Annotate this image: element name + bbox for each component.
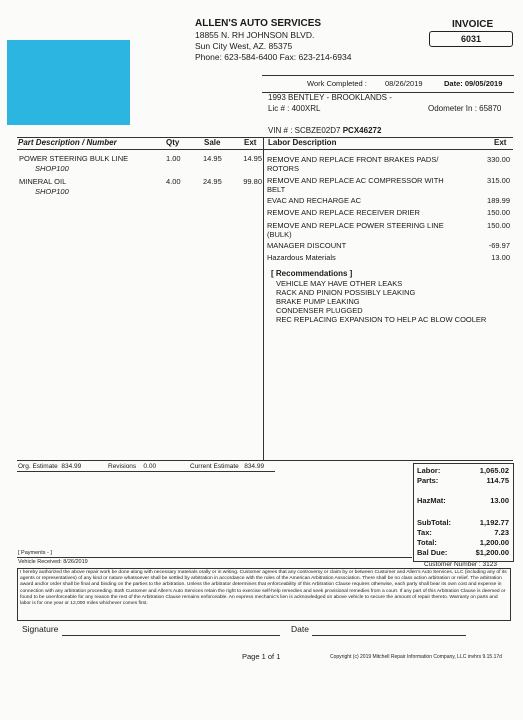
labor-row-5-desc: REMOVE AND REPLACE POWER STEERING LINE (BULK) xyxy=(267,221,444,239)
authorization-text: I hereby authorized the above repair work be done along with necessary materials orally or in writing. Customer agrees that any controversy or claim by or between Customer and Allen's Auto Services, LLC (including any of its agents or representatives) of any kind or nature whatsoever shall be settled by arbitration in accordance with the rules of the American Arbitration Association. There shall be no class action arbitration or relief. The arbitration award and/or order shall be final and binding on the parties to the arbitration. Unless the arbitrator determines that enforceability of this Arbitration Clause requires otherwise, each party shall bear its own cost and expense in connection with any arbitration proceeding. Both Customer and Allen's Auto Services retain the right to exercise self-help remedies and seek provisional remedies from a court. If any part of this Arbitration Clause is deemed or found to be unenforceable for any reason the rest of the Arbitration Clause remains enforceable. An express mechanic's lien is acknowledged on above vehicle to secure the amount of repair thereto. Warranty on parts and labor is for one year or 12,000 miles whichever comes first. xyxy=(17,568,511,621)
table-header-rule xyxy=(17,149,513,150)
parts-sale-header: Sale xyxy=(204,138,221,147)
current-estimate xyxy=(190,463,264,470)
vehicle-model: 1993 BENTLEY - BROOKLANDS - xyxy=(268,93,392,102)
invoice-number: 6031 xyxy=(429,31,513,47)
labor-row-3-desc: EVAC AND RECHARGE AC xyxy=(267,196,362,205)
part-row-1-ext: 14.95 xyxy=(243,154,262,163)
hazmat-label: HazMat: xyxy=(417,496,446,505)
part-row-2-qty: 4.00 xyxy=(166,177,181,186)
parts-desc-header: Part Description / Number xyxy=(18,138,117,147)
total-label: Total: xyxy=(417,538,437,547)
vin-prefix: VIN # : SCBZE02D7 xyxy=(268,126,341,135)
recommendation-item: CONDENSER PLUGGED xyxy=(276,306,363,315)
signature-label: Signature xyxy=(22,624,59,634)
vehicle-received: Vehicle Received: 8/26/2019 xyxy=(18,559,88,565)
labor-row-4-amount: 150.00 xyxy=(487,208,510,217)
part-row-1-sale: 14.95 xyxy=(203,154,222,163)
labor-row-4-desc: REMOVE AND REPLACE RECEIVER DRIER xyxy=(267,208,420,217)
payments-rule xyxy=(17,557,412,558)
current-estimate-value: 834.99 xyxy=(244,463,265,470)
org-estimate-label: Org. Estimate xyxy=(18,463,58,470)
date-label: Date xyxy=(291,624,309,634)
labor-row-2-desc: REMOVE AND REPLACE AC COMPRESSOR WITH BELT xyxy=(267,176,444,194)
tax-label: Tax: xyxy=(417,528,432,537)
org-estimate xyxy=(18,463,81,470)
shop-name: ALLEN'S AUTO SERVICES xyxy=(195,18,322,29)
part-row-2-ext: 99.80 xyxy=(243,177,262,186)
total-value: 1,200.00 xyxy=(479,538,509,547)
recommendation-item: VEHICLE MAY HAVE OTHER LEAKS xyxy=(276,279,403,288)
parts-qty-header: Qty xyxy=(166,138,180,147)
payments-label: [ Payments - ] xyxy=(18,550,52,556)
part-row-2-name: MINERAL OIL xyxy=(19,177,67,186)
signature-line[interactable] xyxy=(62,635,280,636)
parts-total-value: 114.75 xyxy=(486,476,509,485)
table-bottom-rule xyxy=(17,460,513,461)
vin xyxy=(268,126,381,135)
balance-due-label: Bal Due: xyxy=(417,548,448,557)
invoice-date: Date: 09/05/2019 xyxy=(444,79,503,88)
table-divider xyxy=(263,137,264,460)
revisions-value: 0.00 xyxy=(143,463,157,470)
date-line[interactable] xyxy=(312,635,466,636)
hazmat-value: 13.00 xyxy=(490,496,509,505)
org-estimate-value: 834.99 xyxy=(61,463,82,470)
shop-phone: Phone: 623-584-6400 Fax: 623-214-6934 xyxy=(195,52,352,62)
recommendation-item: RACK AND PINION POSSIBLY LEAKING xyxy=(276,288,416,297)
part-row-2-number: SHOP100 xyxy=(35,187,69,196)
labor-row-7-amount: 13.00 xyxy=(491,253,510,262)
shop-address-line2: Sun City West, AZ. 85375 xyxy=(195,41,293,51)
labor-row-6-desc: MANAGER DISCOUNT xyxy=(267,241,347,250)
labor-row-1-amount: 330.00 xyxy=(487,155,510,164)
labor-row-7-desc: Hazardous Materials xyxy=(267,253,336,262)
parts-ext-header: Ext xyxy=(244,138,257,147)
labor-row-6-amount: -69.97 xyxy=(488,241,510,250)
recommendation-item: BRAKE PUMP LEAKING xyxy=(276,297,360,306)
recommendation-item: REC REPLACING EXPANSION TO HELP AC BLOW COOLER xyxy=(276,315,487,324)
part-row-1-qty: 1.00 xyxy=(166,154,181,163)
labor-ext-header: Ext xyxy=(494,138,507,147)
tax-value: 7.23 xyxy=(494,528,509,537)
labor-row-5-amount: 150.00 xyxy=(487,221,510,230)
work-completed-date: 08/26/2019 xyxy=(385,79,423,88)
odometer: Odometer In : 65870 xyxy=(428,104,502,113)
recommendations-title: [ Recommendations ] xyxy=(271,269,353,278)
vin-suffix: PCX46272 xyxy=(342,126,382,135)
invoice-label: INVOICE xyxy=(452,19,494,30)
labor-desc-header: Labor Description xyxy=(268,138,337,147)
part-row-1-number: SHOP100 xyxy=(35,164,69,173)
part-row-2-sale: 24.95 xyxy=(203,177,222,186)
bleed-through-text xyxy=(10,6,130,40)
labor-total-label: Labor: xyxy=(417,466,441,475)
labor-row-3-amount: 189.99 xyxy=(487,196,510,205)
balance-due-value: $1,200.00 xyxy=(475,548,509,557)
shop-address-line1: 18855 N. RH JOHNSON BLVD. xyxy=(195,30,315,40)
revisions-label: Revisions xyxy=(108,463,137,470)
parts-total-label: Parts: xyxy=(417,476,439,485)
subtotal-label: SubTotal: xyxy=(417,518,452,527)
revisions xyxy=(108,463,156,470)
labor-row-2-amount: 315.00 xyxy=(487,176,510,185)
subtotal-value: 1,192.77 xyxy=(479,518,509,527)
part-row-1-name: POWER STEERING BULK LINE xyxy=(19,154,129,163)
work-completed-box xyxy=(262,75,514,93)
labor-row-1-desc: REMOVE AND REPLACE FRONT BRAKES PADS/ ROTORS xyxy=(267,155,439,173)
estimate-rule xyxy=(17,471,275,472)
vehicle-license: Lic # : 400XRL xyxy=(268,104,321,113)
redaction-block xyxy=(7,40,130,125)
work-completed-label: Work Completed : xyxy=(307,79,367,88)
labor-total-value: 1,065.02 xyxy=(479,466,509,475)
current-estimate-label: Current Estimate xyxy=(190,463,239,470)
copyright: Copyright (c) 2019 Mitchell Repair Information Company, LLC invhrs 9.15.17d xyxy=(330,654,502,660)
page-number: Page 1 of 1 xyxy=(242,652,281,661)
customer-number: Customer Number : 3123 xyxy=(424,561,497,568)
